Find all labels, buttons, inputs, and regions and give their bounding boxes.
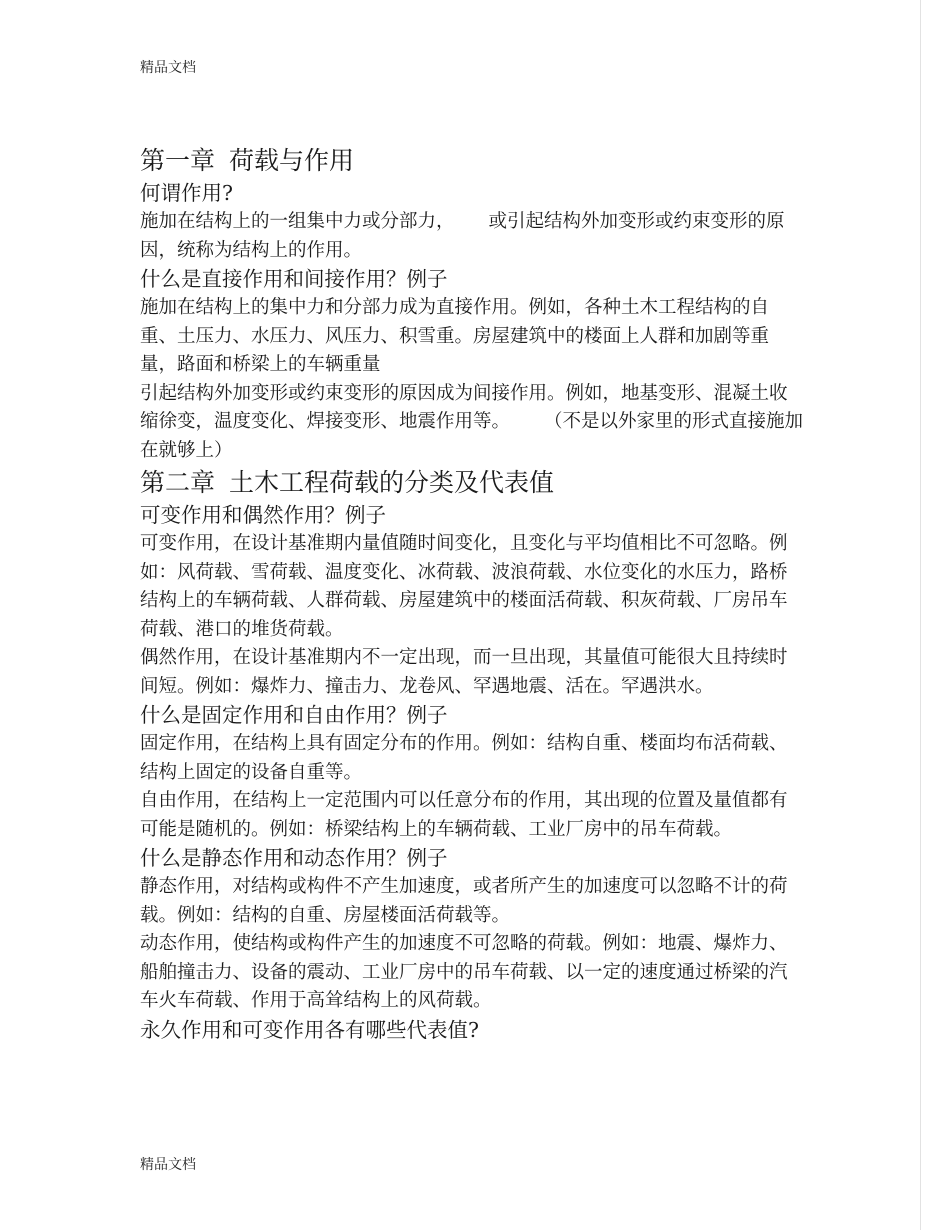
chapter-1-number: 第一章 [140,146,216,175]
answer-direct-action: 施加在结构上的集中力和分部力成为直接作用。例如，各种土木工程结构的自重、土压力、水压力、风压力、积雪重。房屋建筑中的楼面上人群和加剧等重量，路面和桥梁上的车辆重量 [140,297,770,375]
question-what-is-action: 何谓作用? [140,181,233,205]
question-representative-values: 永久作用和可变作用各有哪些代表值? [140,1017,479,1042]
page-edge [920,0,921,1230]
answer-variable-action: 可变作用，在设计基准期内量值随时间变化，且变化与平均值相比不可忽略。例如：风荷载、雪荷载、温度变化、冰荷载、波浪荷载、水位变化的水压力，路桥结构上的车辆荷载、人群荷载、房屋建筑中的楼面活荷载、积灰荷载、厂房吊车荷载、港口的堆货荷载。 [140,533,788,640]
chapter-2-heading [140,465,805,501]
question-fixed-free: 什么是固定作用和自由作用？例子 [140,703,448,727]
chapter-2-number: 第二章 [140,468,216,497]
answer-accidental-action: 偶然作用，在设计基准期内不一定出现，而一旦出现，其量值可能很大且持续时间短。例如：爆炸力、撞击力、龙卷风、罕遇地震、活在。罕遇洪水。 [140,647,788,697]
answer-text-part-b: （不是以外家里的形式直接施加在就够上） [140,411,804,461]
answer-dynamic-action: 动态作用，使结构或构件产生的加速度不可忽略的荷载。例如：地震、爆炸力、船舶撞击力、设备的震动、工业厂房中的吊车荷载、以一定的速度通过桥梁的汽车火车荷载、作用于高耸结构上的风荷载。 [140,933,788,1011]
answer-text-part-a: 施加在结构上的一组集中力或分部力， [140,211,455,232]
chapter-2-title: 土木工程荷载的分类及代表值 [229,468,555,497]
page-footer: 精品文档 [140,1157,196,1173]
chapter-1-heading [140,143,805,179]
answer-fixed-action: 固定作用，在结构上具有固定分布的作用。例如：结构自重、楼面均布活荷载、结构上固定的设备自重等。 [140,733,788,783]
question-variable-accidental: 可变作用和偶然作用？例子 [140,503,386,527]
answer-free-action: 自由作用，在结构上一定范围内可以任意分布的作用，其出现的位置及量值都有可能是随机的。例如：桥梁结构上的车辆荷载、工业厂房中的吊车荷载。 [140,790,788,840]
question-direct-indirect: 什么是直接作用和间接作用？例子 [140,267,448,291]
answer-what-is-action [140,208,805,265]
chapter-1-title: 荷载与作用 [229,146,355,175]
question-static-dynamic: 什么是静态作用和动态作用？例子 [140,846,448,870]
answer-indirect-action [140,380,805,466]
answer-text-part-b: 或引起结构外加变形或约束变形的原因，统称为结构上的作用。 [140,211,785,261]
document-body [140,143,805,1045]
answer-static-action: 静态作用，对结构或构件不产生加速度，或者所产生的加速度可以忽略不计的荷载。例如：结构的自重、房屋楼面活荷载等。 [140,876,788,926]
answer-text-part-a: 引起结构外加变形或约束变形的原因成为间接作用。例如，地基变形、混凝土收缩徐变，温度变化、焊接变形、地震作用等。 [140,382,788,432]
page-header: 精品文档 [140,60,196,76]
